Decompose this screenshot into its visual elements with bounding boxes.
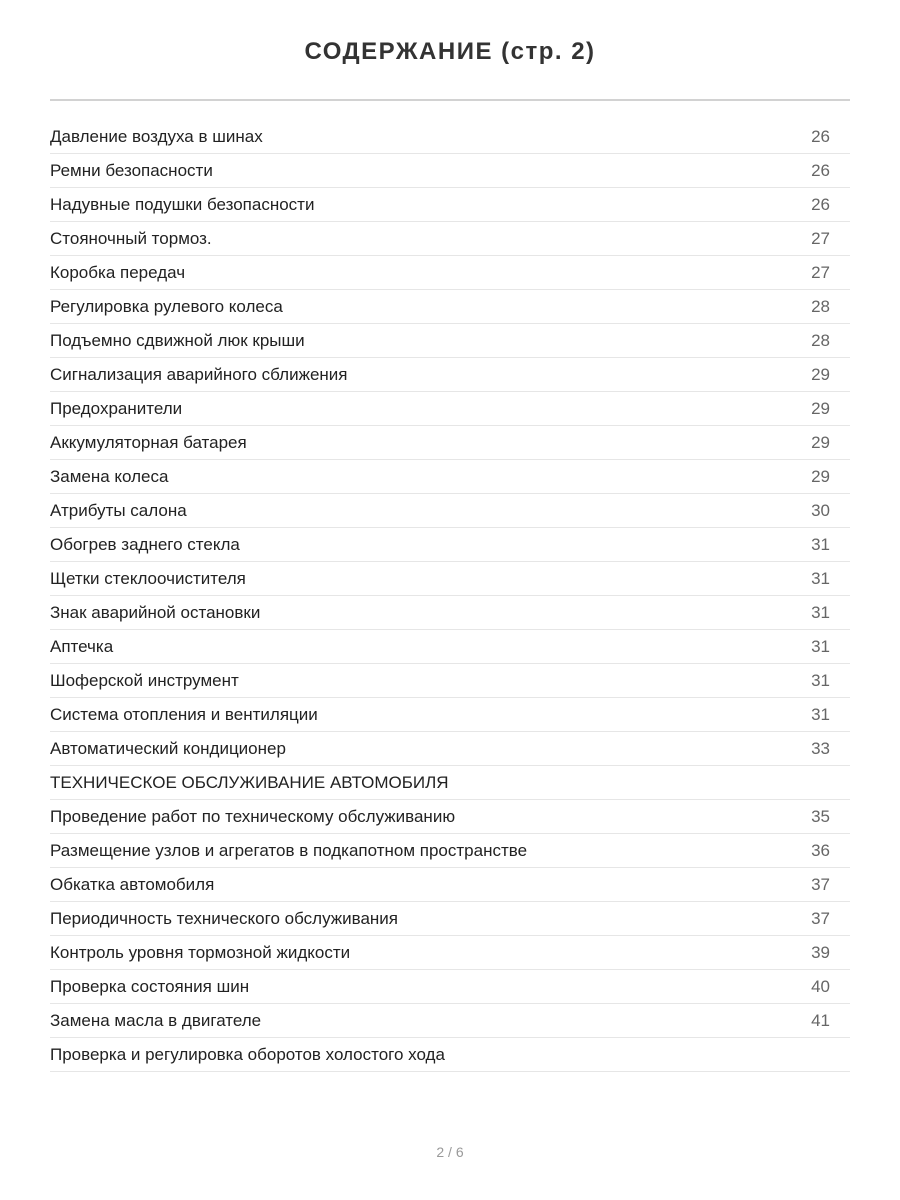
toc-entry-page: 31: [811, 603, 830, 622]
toc-entry[interactable]: [50, 596, 850, 630]
toc-entry-label: Коробка передач: [50, 263, 186, 282]
toc-entry-page: 31: [811, 569, 830, 588]
toc-entry-label: Обогрев заднего стекла: [50, 535, 240, 554]
toc-entry[interactable]: [50, 222, 850, 256]
toc-entry-page: 27: [811, 229, 830, 248]
toc-entry[interactable]: [50, 800, 850, 834]
toc-entry[interactable]: [50, 188, 850, 222]
toc-entry-page: 28: [811, 297, 830, 316]
toc-entry-label: Сигнализация аварийного сближения: [50, 365, 348, 384]
toc-entry[interactable]: [50, 120, 850, 154]
toc-entry-page: 29: [811, 433, 830, 452]
toc-entry-page: 35: [811, 807, 830, 826]
toc-entry-label: Аккумуляторная батарея: [50, 433, 247, 452]
toc-entry-page: 28: [811, 331, 830, 350]
page-title: СОДЕРЖАНИЕ (стр. 2): [304, 38, 596, 65]
toc-entry-page: 27: [811, 263, 830, 282]
toc-entry-label: Стояночный тормоз.: [50, 229, 212, 248]
toc-entry[interactable]: [50, 528, 850, 562]
toc-entry-page: 31: [811, 637, 830, 656]
title-divider: [50, 99, 850, 101]
toc-entry-page: 26: [811, 195, 830, 214]
toc-entry[interactable]: [50, 324, 850, 358]
toc-entry[interactable]: [50, 290, 850, 324]
toc-entry-page: 30: [811, 501, 830, 520]
toc-entry[interactable]: [50, 460, 850, 494]
toc-entry-label: Система отопления и вентиляции: [50, 705, 318, 724]
toc-entry[interactable]: [50, 936, 850, 970]
toc-entry-page: 36: [811, 841, 830, 860]
toc-entry-label: Предохранители: [50, 399, 183, 418]
toc-entry-page: 31: [811, 535, 830, 554]
toc-entry-page: 29: [811, 365, 830, 384]
toc-entry[interactable]: [50, 732, 850, 766]
toc-entry[interactable]: [50, 868, 850, 902]
toc-entry-label: Ремни безопасности: [50, 161, 213, 180]
toc-entry-label: Шоферской инструмент: [50, 671, 239, 690]
toc-entry[interactable]: [50, 1004, 850, 1038]
toc-entry[interactable]: [50, 970, 850, 1004]
toc-entry[interactable]: [50, 1038, 850, 1072]
page-number-indicator: 2 / 6: [436, 1144, 464, 1160]
toc-entry-label: Давление воздуха в шинах: [50, 127, 263, 146]
toc-entry-page: 41: [811, 1011, 830, 1030]
toc-entry-page: 26: [811, 161, 830, 180]
toc-entry-label: Регулировка рулевого колеса: [50, 297, 283, 316]
toc-entry-page: 31: [811, 671, 830, 690]
toc-entry[interactable]: [50, 698, 850, 732]
toc-entry-label: Щетки стеклоочистителя: [50, 569, 246, 588]
toc-entry[interactable]: [50, 426, 850, 460]
toc-section-heading[interactable]: [50, 766, 850, 800]
toc-entry-label: Контроль уровня тормозной жидкости: [50, 943, 351, 962]
toc-entry[interactable]: [50, 358, 850, 392]
toc-entry-label: Обкатка автомобиля: [50, 875, 215, 894]
toc-entry-label: Знак аварийной остановки: [50, 603, 261, 622]
toc-section-label: ТЕХНИЧЕСКОЕ ОБСЛУЖИВАНИЕ АВТОМОБИЛЯ: [50, 773, 449, 792]
toc-entry-page: 39: [811, 943, 830, 962]
toc-entry-label: Аптечка: [50, 637, 114, 656]
toc-entry-page: 29: [811, 399, 830, 418]
toc-entry-label: Подъемно сдвижной люк крыши: [50, 331, 305, 350]
toc-entry[interactable]: [50, 562, 850, 596]
toc-entry-label: Периодичность технического обслуживания: [50, 909, 399, 928]
toc-entry[interactable]: [50, 630, 850, 664]
toc-entry-label: Проверка и регулировка оборотов холостого хода: [50, 1045, 445, 1064]
toc-entry[interactable]: [50, 256, 850, 290]
toc-entry-page: 33: [811, 739, 830, 758]
toc-list: [50, 120, 850, 1072]
toc-entry-label: Надувные подушки безопасности: [50, 195, 315, 214]
toc-entry[interactable]: [50, 494, 850, 528]
toc-entry-label: Размещение узлов и агрегатов в подкапотном пространстве: [50, 841, 528, 860]
toc-entry-page: 29: [811, 467, 830, 486]
toc-entry[interactable]: [50, 664, 850, 698]
toc-entry-label: Замена масла в двигателе: [50, 1011, 262, 1030]
toc-entry-label: Проведение работ по техническому обслуживанию: [50, 807, 456, 826]
toc-entry[interactable]: [50, 392, 850, 426]
toc-entry-label: Замена колеса: [50, 467, 169, 486]
toc-entry-page: 40: [811, 977, 830, 996]
toc-entry-page: 26: [811, 127, 830, 146]
toc-entry[interactable]: [50, 902, 850, 936]
toc-entry-label: Атрибуты салона: [50, 501, 187, 520]
toc-entry-page: 37: [811, 909, 830, 928]
toc-entry[interactable]: [50, 154, 850, 188]
toc-entry[interactable]: [50, 834, 850, 868]
toc-entry-label: Автоматический кондиционер: [50, 739, 286, 758]
toc-entry-page: 37: [811, 875, 830, 894]
toc-entry-label: Проверка состояния шин: [50, 977, 250, 996]
toc-entry-page: 31: [811, 705, 830, 724]
